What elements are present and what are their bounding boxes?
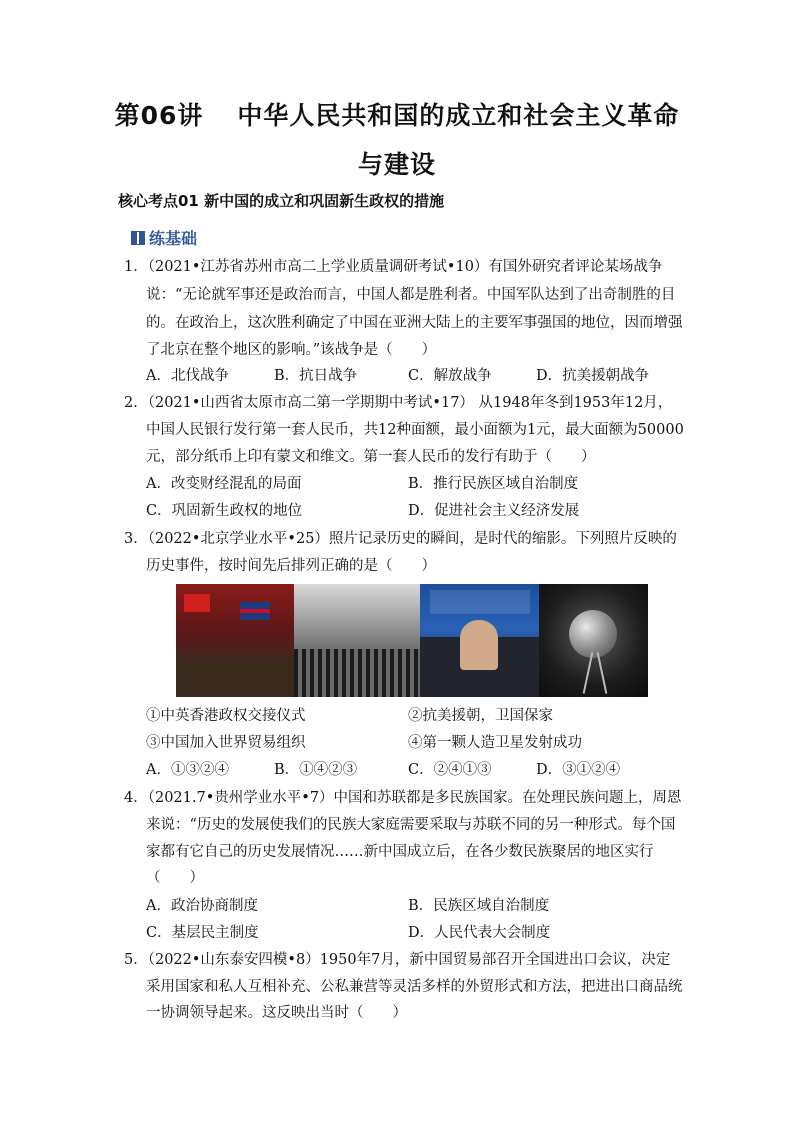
photo-wto-accession <box>420 584 539 697</box>
q1-option-a: A．北伐战争 <box>146 368 229 384</box>
photo-satellite <box>539 584 648 697</box>
q1-line: 1．（2021•江苏省苏州市高二上学业质量调研考试•10）有国外研究者评论某场战争 <box>124 259 663 275</box>
practice-badge <box>131 226 197 249</box>
photo-hong-kong-handover <box>176 584 294 697</box>
q5-line: 采用国家和私人互相补充、公私兼营等灵活多样的外贸形式和方法，把进出口商品统 <box>146 979 683 995</box>
q1-option-b: B．抗日战争 <box>274 368 358 384</box>
q1-option-d: D．抗美援朝战争 <box>536 368 650 384</box>
badge-label: 练基础 <box>149 229 198 248</box>
q4-line: 来说：“历史的发展使我们的民族大家庭需要采取与苏联不同的另一种形式。每个国 <box>146 817 676 833</box>
q4-option-c: C．基层民主制度 <box>146 925 259 941</box>
q3-line: 3．（2022•北京学业水平•25）照片记录历史的瞬间，是时代的缩影。下列照片反映的 <box>124 531 677 547</box>
q2-option-c: C．巩固新生政权的地位 <box>146 503 303 519</box>
photo-korean-war-troops <box>294 584 420 697</box>
section-heading: 核心考点01 新中国的成立和巩固新生政权的措施 <box>118 192 445 210</box>
q4-option-b: B．民族区域自治制度 <box>408 898 550 914</box>
q5-line: 5．（2022•山东泰安四模•8）1950年7月，新中国贸易部召开全国进出口会议，决定 <box>124 952 671 968</box>
q5-line: 一协调领导起来。这反映出当时（ ） <box>146 1005 407 1021</box>
photo-caption-3: ③中国加入世界贸易组织 <box>146 735 306 751</box>
q2-option-b: B．推行民族区域自治制度 <box>408 476 579 492</box>
title-main: 中华人民共和国的成立和社会主义革命 <box>237 101 680 130</box>
q1-line: 了北京在整个地区的影响。”该战争是（ ） <box>146 342 437 358</box>
q3-option-d: D．③①②④ <box>536 762 621 778</box>
q3-line: 历史事件，按时间先后排列正确的是（ ） <box>146 558 436 574</box>
q1-option-c: C．解放战争 <box>408 368 492 384</box>
page-title <box>0 96 794 132</box>
q3-option-c: C．②④①③ <box>408 762 492 778</box>
q2-option-d: D．促进社会主义经济发展 <box>408 503 580 519</box>
page-title-line2: 与建设 <box>357 150 436 179</box>
q4-line: 4．（2021.7•贵州学业水平•7）中国和苏联都是多民族国家。在处理民族问题上，周恩 <box>124 790 682 806</box>
q3-option-a: A．①③②④ <box>146 762 229 778</box>
photo-strip <box>176 584 648 697</box>
q3-option-b: B．①④②③ <box>274 762 358 778</box>
q4-line: 家都有它自己的历史发展情况……新中国成立后，在各少数民族聚居的地区实行 <box>146 844 654 860</box>
q1-line: 说：“无论就军事还是政治而言，中国人都是胜利者。中国军队达到了出奇制胜的目 <box>146 287 676 303</box>
q2-line: 中国人民银行发行第一套人民币，共12种面额，最小面额为1元，最大面额为50000 <box>146 422 684 438</box>
photo-caption-1: ①中英香港政权交接仪式 <box>146 708 306 724</box>
lecture-number: 第06讲 <box>114 101 204 130</box>
q4-line: （ ） <box>146 870 204 886</box>
q4-option-d: D．人民代表大会制度 <box>408 925 551 941</box>
q1-line: 的。在政治上，这次胜利确定了中国在亚洲大陆上的主要军事强国的地位，因而增强 <box>146 315 683 331</box>
q2-line: 2．（2021•山西省太原市高二第一学期期中考试•17） 从1948年冬到1953年12月， <box>124 395 673 411</box>
book-icon <box>131 231 145 245</box>
photo-caption-4: ④第一颗人造卫星发射成功 <box>408 735 582 751</box>
q2-line: 元，部分纸币上印有蒙文和维文。第一套人民币的发行有助于（ ） <box>146 449 596 465</box>
q4-option-a: A．政治协商制度 <box>146 898 258 914</box>
photo-caption-2: ②抗美援朝，卫国保家 <box>408 708 553 724</box>
q2-option-a: A．改变财经混乱的局面 <box>146 476 302 492</box>
